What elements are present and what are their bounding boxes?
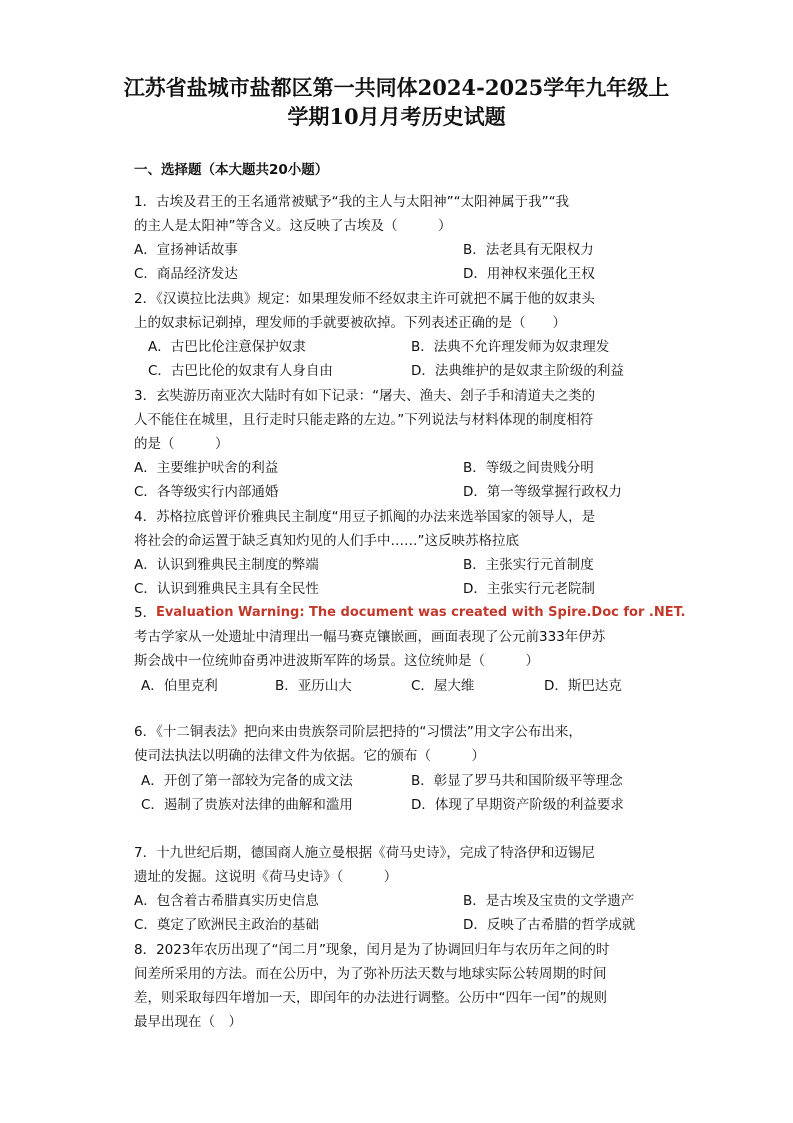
question-4-option-c: C．认识到雅典民主具有全民性 (134, 581, 319, 597)
question-8-stem-line-3: 差，则采取每四年增加一天，即闰年的办法进行调整。公历中“四年一闰”的规则 (134, 990, 607, 1006)
question-7-option-a: A．包含着古希腊真实历史信息 (134, 893, 319, 909)
question-5-option-b: B．亚历山大 (275, 678, 352, 694)
question-8-stem-line-1: 8．2023年农历出现了“闰二月”现象，闰月是为了协调回归年与农历年之间的时 (134, 942, 610, 958)
question-8-stem-line-4: 最早出现在（ ） (134, 1014, 242, 1030)
document-title-line-1: 江苏省盐城市盐都区第一共同体2024-2025学年九年级上 (123, 75, 670, 100)
question-7-stem-line-1: 7．十九世纪后期，德国商人施立曼根据《荷马史诗》，完成了特洛伊和迈锡尼 (134, 845, 595, 861)
question-6-option-b: B．彰显了罗马共和国阶级平等理念 (411, 773, 623, 789)
question-2-stem-line-2: 上的奴隶标记剃掉，理发师的手就要被砍掉。下列表述正确的是（ ） (134, 315, 566, 331)
question-1-option-c: C．商品经济发达 (134, 266, 238, 282)
question-3-option-a: A．主要维护吠舍的利益 (134, 460, 279, 476)
question-7-option-b: B．是古埃及宝贵的文学遗产 (463, 893, 635, 909)
question-6-stem-line-1: 6．《十二铜表法》把向来由贵族祭司阶层把持的“习惯法”用文字公布出来， (134, 724, 582, 740)
question-6-option-d: D．体现了早期资产阶级的利益要求 (411, 797, 624, 813)
question-6-option-a: A．开创了第一部较为完备的成文法 (141, 773, 353, 789)
evaluation-warning: Evaluation Warning: The document was created with Spire.Doc for .NET. (156, 605, 686, 620)
question-1-option-d: D．用神权来强化王权 (463, 266, 595, 282)
question-3-stem-line-3: 的是（ ） (134, 436, 229, 452)
question-4-stem-line-1: 4．苏格拉底曾评价雅典民主制度“用豆子抓阄的办法来选举国家的领导人，是 (134, 509, 596, 525)
question-4-stem-line-2: 将社会的命运置于缺乏真知灼见的人们手中……”这反映苏格拉底 (134, 533, 519, 549)
question-8-stem-line-2: 间差所采用的方法。而在公历中，为了弥补历法天数与地球实际公转周期的时间 (134, 966, 607, 982)
question-2-stem-line-1: 2．《汉谟拉比法典》规定：如果理发师不经奴隶主许可就把不属于他的奴隶头 (134, 291, 595, 307)
question-7-option-c: C．奠定了欧洲民主政治的基础 (134, 917, 319, 933)
question-1-option-a: A．宣扬神话故事 (134, 242, 238, 258)
question-3-option-c: C．各等级实行内部通婚 (134, 484, 279, 500)
question-5-option-a: A．伯里克利 (141, 678, 218, 694)
question-3-option-b: B．等级之间贵贱分明 (463, 460, 594, 476)
question-7-stem-line-2: 遗址的发掘。这说明《荷马史诗》（ ） (134, 869, 398, 885)
question-5-option-d: D．斯巴达克 (544, 678, 622, 694)
question-1-stem-line-1: 1．古埃及君王的王名通常被赋予“我的主人与太阳神”“太阳神属于我”“我 (134, 194, 570, 210)
document-title-line-2: 学期10月月考历史试题 (287, 104, 506, 129)
question-6-stem-line-2: 使司法执法以明确的法律文件为依据。它的颁布（ ） (134, 748, 485, 764)
question-5-option-c: C．屋大维 (411, 678, 475, 694)
question-4-option-b: B．主张实行元首制度 (463, 557, 594, 573)
question-6-option-c: C．遏制了贵族对法律的曲解和滥用 (141, 797, 353, 813)
question-7-option-d: D．反映了古希腊的哲学成就 (463, 917, 636, 933)
question-2-option-a: A．古巴比伦注意保护奴隶 (148, 339, 306, 355)
question-1-stem-line-2: 的主人是太阳神”等含义。这反映了古埃及（ ） (134, 218, 452, 234)
question-1-option-b: B．法老具有无限权力 (463, 242, 594, 258)
question-2-option-b: B．法典不允许理发师为奴隶理发 (411, 339, 610, 355)
question-3-option-d: D．第一等级掌握行政权力 (463, 484, 622, 500)
question-3-stem-line-2: 人不能住在城里，且行走时只能走路的左边。”下列说法与材料体现的制度相符 (134, 412, 594, 428)
question-5-number: 5． (134, 605, 157, 621)
question-5-stem-line-2: 斯会战中一位统帅奋勇冲进波斯军阵的场景。这位统帅是（ ） (134, 653, 539, 669)
question-4-option-a: A．认识到雅典民主制度的弊端 (134, 557, 319, 573)
question-5-stem-line-1: 考古学家从一处遗址中清理出一幅马赛克镶嵌画，画面表现了公元前333年伊苏 (134, 629, 606, 645)
question-2-option-c: C．古巴比伦的奴隶有人身自由 (148, 363, 333, 379)
question-4-option-d: D．主张实行元老院制 (463, 581, 595, 597)
question-3-stem-line-1: 3．玄奘游历南亚次大陆时有如下记录：“屠夫、渔夫、刽子手和清道夫之类的 (134, 388, 596, 404)
question-2-option-d: D．法典维护的是奴隶主阶级的利益 (411, 363, 624, 379)
section-heading: 一、选择题（本大题共20小题） (134, 162, 329, 178)
